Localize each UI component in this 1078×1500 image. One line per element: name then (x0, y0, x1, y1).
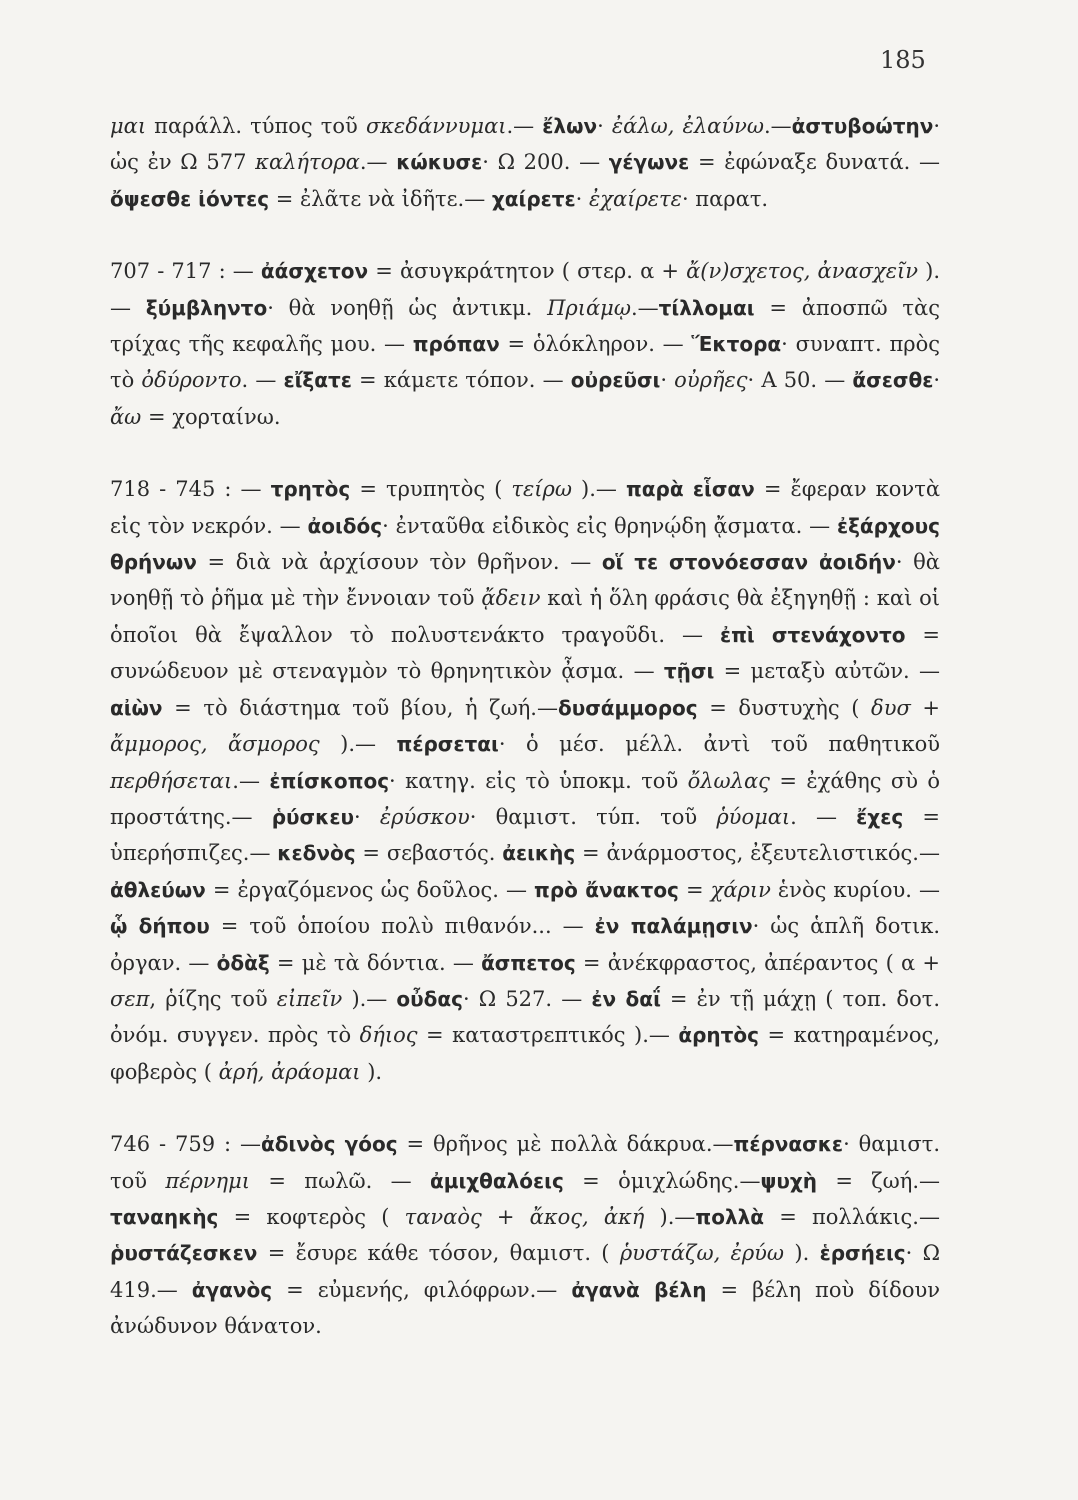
paragraph-718-745 (110, 471, 940, 1090)
text-run: = πωλῶ. — (250, 1168, 431, 1193)
text-run: .— (232, 768, 270, 793)
headword: ξύμβληντο (145, 295, 268, 320)
text-run: · ὡς ἁπλῆ δοτικ. ὀργαν. — (110, 914, 941, 975)
headword: ψυχὴ (760, 1168, 817, 1193)
headword: πρὸ ἄνακτος (534, 877, 679, 902)
italic-term: ὄλωλας (687, 768, 770, 793)
text-run: = πολλάκις.— (764, 1204, 940, 1229)
italic-term: δήιος (359, 1023, 418, 1048)
text-run: = ἀποσπῶ τὰς τρίχας τῆς κεφαλῆς μου. — (110, 295, 940, 357)
paragraph-intro (110, 108, 940, 217)
text-run: · θαμιστ. τοῦ (110, 1132, 940, 1193)
headword: τῇσι (663, 659, 715, 684)
text-run: = ὁλόκληρον. — (499, 332, 692, 357)
italic-term: ᾄδειν (481, 586, 541, 611)
paragraph-707-717 (110, 253, 940, 435)
headword: ῥυστάζεσκεν (110, 1241, 258, 1266)
text-run: = ἀνέκφραστος, ἀπέραντος ( α + (575, 950, 940, 975)
headword: ἐξάρχους θρήνων (110, 513, 940, 575)
text-run: = διὰ νὰ ἀρχίσουν τὸν θρῆνον. — (196, 550, 602, 575)
text-run: · Ω 200. — (482, 150, 609, 175)
text-run: = ἐν τῇ μάχῃ ( τοπ. δοτ. ὀνόμ. συγγεν. πρὸς τὸ (110, 986, 941, 1048)
italic-term: ἄω (110, 404, 142, 429)
headword: ἄσεσθε (852, 368, 934, 393)
headword: Ἕκτορα (691, 332, 782, 357)
italic-term: ἄ(ν)σχετος, ἀνασχεῖν (686, 259, 919, 284)
text-run: · παρατ. (681, 186, 769, 211)
italic-term: ταναὸς + ἄκος, ἀκή (404, 1204, 645, 1229)
italic-term: τείρω (511, 477, 572, 502)
text-run: = δυστυχὴς ( (697, 695, 872, 720)
headword: αἰὼν (110, 695, 163, 720)
text-run: .— (506, 114, 543, 138)
headword: ἀγανὸς (191, 1277, 273, 1302)
italic-term: καλήτορα (255, 150, 360, 175)
text-run: = χορταίνω. (141, 404, 281, 429)
headword: ἑρσήεις (819, 1241, 906, 1266)
text-run: ).— (571, 477, 626, 502)
text-run: = ἐλᾶτε νὰ ἰδῆτε.— (269, 186, 492, 211)
text-run: = βέλη ποὺ δίδουν ἀνώδυνον θάνατον. (110, 1277, 940, 1339)
italic-term: σεπ (110, 986, 150, 1011)
text-run: = εὐμενής, φιλόφρων.— (272, 1277, 572, 1302)
text-run: ).— (342, 986, 397, 1011)
text-run: · (597, 114, 612, 138)
text-run: = κάμετε τόπον. — (351, 368, 571, 393)
headword: ταναηκὴς (110, 1204, 219, 1229)
text-run: = ζωή.— (816, 1168, 941, 1193)
text-run: = σεβαστός. (355, 841, 503, 866)
italic-term: δυσ + ἄμμορος, ἄσμορος (110, 695, 940, 757)
headword: ἐν δαΐ (591, 986, 661, 1011)
text-run: ).— (110, 259, 940, 320)
page-number: 185 (880, 46, 926, 74)
text-run: = ἐχάθης σὺ ὁ προστάτης.— (110, 768, 941, 829)
text-run: · (933, 368, 941, 393)
headword: ἐπὶ στενάχοντο (719, 622, 906, 647)
headword: ἐν παλάμῃσιν (594, 914, 753, 939)
headword: ᾧ δήπου (110, 914, 210, 939)
text-run: · συναπτ. πρὸς τὸ (110, 332, 940, 393)
headword: πρόπαν (412, 332, 500, 357)
text-run: ).— (644, 1204, 696, 1229)
italic-term: σκεδάννυμαι (365, 114, 507, 138)
italic-term: ἐρύσκου (379, 804, 470, 829)
text-run: = μεταξὺ αὐτῶν. — (714, 659, 940, 684)
headword: τίλλομαι (658, 295, 755, 320)
text-run: = ἀνάρμοστος, ἐξευτελιστικός.— (575, 841, 940, 866)
text-run: = ἔφεραν κοντὰ εἰς τὸν νεκρόν. — (110, 477, 941, 538)
headword: ὀδὰξ (216, 950, 270, 975)
text-run: 746 - 759 : — (110, 1132, 261, 1157)
italic-term: μαι (110, 114, 147, 138)
italic-term: ῥύομαι (716, 804, 791, 829)
headword: ἀάσχετον (260, 259, 369, 284)
text-run: = τὸ διάστημα τοῦ βίου, ἡ ζωή.— (162, 695, 558, 720)
paragraph-746-759 (110, 1126, 940, 1344)
commentary-text (110, 108, 940, 1345)
text-run: · Ω 527. — (463, 986, 592, 1011)
headword: γέγωνε (608, 150, 690, 175)
text-run: · Α 50. — (747, 368, 853, 393)
text-run: = τοῦ ὁποίου πολὺ πιθανόν... — (209, 914, 595, 939)
text-run: καὶ ἡ ὅλη φράσις θὰ ἐξηγηθῇ : καὶ οἱ ὁποῖοι θὰ ἔψαλλον τὸ πολυστενάκτο τραγοῦδι. — (110, 586, 941, 647)
headword: πέρσεται (396, 732, 499, 757)
headword: ἀεικὴς (502, 841, 576, 866)
text-run: · θαμιστ. τύπ. τοῦ (469, 804, 717, 829)
italic-term: Πριάμῳ (547, 295, 631, 320)
text-run: = ἐφώναξε δυνατά. — (689, 150, 940, 175)
text-run: = μὲ τὰ δόντια. — (269, 950, 482, 975)
text-run: · θὰ νοηθῇ ὡς ἀντικμ. (267, 295, 548, 320)
text-run: = τρυπητὸς ( (350, 477, 512, 502)
headword: πολλὰ (695, 1204, 765, 1229)
headword: ἔχες (856, 804, 904, 829)
headword: ῥύσκευ (271, 804, 354, 829)
text-run: , ῥίζης τοῦ (149, 986, 277, 1011)
text-run: ). (360, 1059, 383, 1084)
headword: ἄσπετος (481, 950, 576, 975)
headword: ἀγανὰ βέλη (571, 1277, 707, 1302)
headword: ἀδινὸς γόος (260, 1132, 398, 1157)
headword: κεδνὸς (277, 841, 356, 866)
text-run: .— (630, 295, 659, 320)
text-run: .— (763, 114, 792, 138)
text-run: = ἔσυρε κάθε τόσον, θαμιστ. ( (257, 1241, 620, 1266)
text-run: 718 - 745 : — (110, 477, 271, 502)
text-run: = ὑπερήσπιζες.— (110, 804, 940, 866)
text-run: = ἐργαζόμενος ὡς δοῦλος. — (205, 877, 535, 902)
headword: χαίρετε (491, 186, 576, 211)
headword: οἵ τε στονόεσσαν ἀοιδήν (601, 550, 896, 575)
text-run: = κατηραμένος, φοβερὸς ( (110, 1023, 940, 1084)
italic-term: περθήσεται (110, 768, 233, 793)
headword: εἴξατε (283, 368, 352, 393)
text-run: . — (241, 368, 284, 393)
italic-term: πέρνημι (165, 1168, 251, 1193)
text-run: 707 - 717 : — (110, 259, 261, 284)
text-run: = θρῆνος μὲ πολλὰ δάκρυα.— (397, 1132, 734, 1157)
text-run: = κοφτερὸς ( (218, 1204, 405, 1229)
text-run: · (660, 368, 675, 393)
italic-term: ῥυστάζω, ἐρύω (619, 1241, 785, 1266)
italic-term: εἰπεῖν (276, 986, 343, 1011)
headword: ὄψεσθε ἰόντες (110, 186, 270, 211)
text-run: · ὁ μέσ. μέλλ. ἀντὶ τοῦ παθητικοῦ (498, 732, 941, 757)
headword: πέρνασκε (733, 1132, 844, 1157)
headword: οὐρεῦσι (570, 368, 661, 393)
text-run: . — (790, 804, 857, 829)
headword: ἔλων (542, 114, 598, 138)
text-run: = (678, 877, 711, 902)
text-run: .— (359, 150, 397, 175)
headword: δυσάμμορος (557, 695, 698, 720)
text-run: · ἐνταῦθα εἰδικὸς εἰς θρηνῴδη ᾄσματα. — (382, 513, 837, 538)
italic-term: ἐάλω, ἐλαύνω (611, 114, 764, 138)
headword: οὖδας (396, 986, 464, 1011)
headword: ἀρητὸς (678, 1023, 760, 1048)
text-run: · κατηγ. εἰς τὸ ὑποκμ. τοῦ (389, 768, 688, 793)
text-run: = συνώδευον μὲ στεναγμὸν τὸ θρηνητικὸν ᾆσμα. — (110, 622, 940, 684)
text-run: · (353, 804, 380, 829)
text-run: = καταστρεπτικός ).— (417, 1023, 679, 1048)
text-run: · Ω 419.— (110, 1241, 941, 1302)
headword: παρὰ εἷσαν (625, 477, 755, 502)
text-run: ).— (319, 732, 397, 757)
text-run: · θὰ νοηθῇ τὸ ῥῆμα μὲ τὴν ἔννοιαν τοῦ (110, 550, 940, 611)
headword: ἐπίσκοπος (269, 768, 390, 793)
text-run: · (575, 186, 590, 211)
italic-term: χάριν (710, 877, 771, 902)
headword: κώκυσε (396, 150, 483, 175)
text-run: = ἀσυγκράτητον ( στερ. α + (368, 259, 687, 284)
headword: τρητὸς (270, 477, 351, 502)
headword: ἀθλεύων (110, 877, 206, 902)
italic-term: οὐρῆες (674, 368, 748, 393)
headword: ἀοιδός (307, 513, 383, 538)
text-run: ). (784, 1241, 820, 1266)
italic-term: ἐχαίρετε (589, 186, 682, 211)
text-run: ἑνὸς κυρίου. — (770, 877, 940, 902)
italic-term: ἀρή, ἀράομαι (218, 1059, 361, 1084)
headword: ἀμιχθαλόεις (430, 1168, 564, 1193)
headword: ἀστυβοώτην (791, 114, 934, 138)
text-run: · ὡς ἐν Ω 577 (110, 114, 941, 175)
text-run: = ὁμιχλώδης.— (563, 1168, 761, 1193)
italic-term: ὀδύροντο (141, 368, 242, 393)
text-run: παράλλ. τύπος τοῦ (146, 114, 366, 138)
